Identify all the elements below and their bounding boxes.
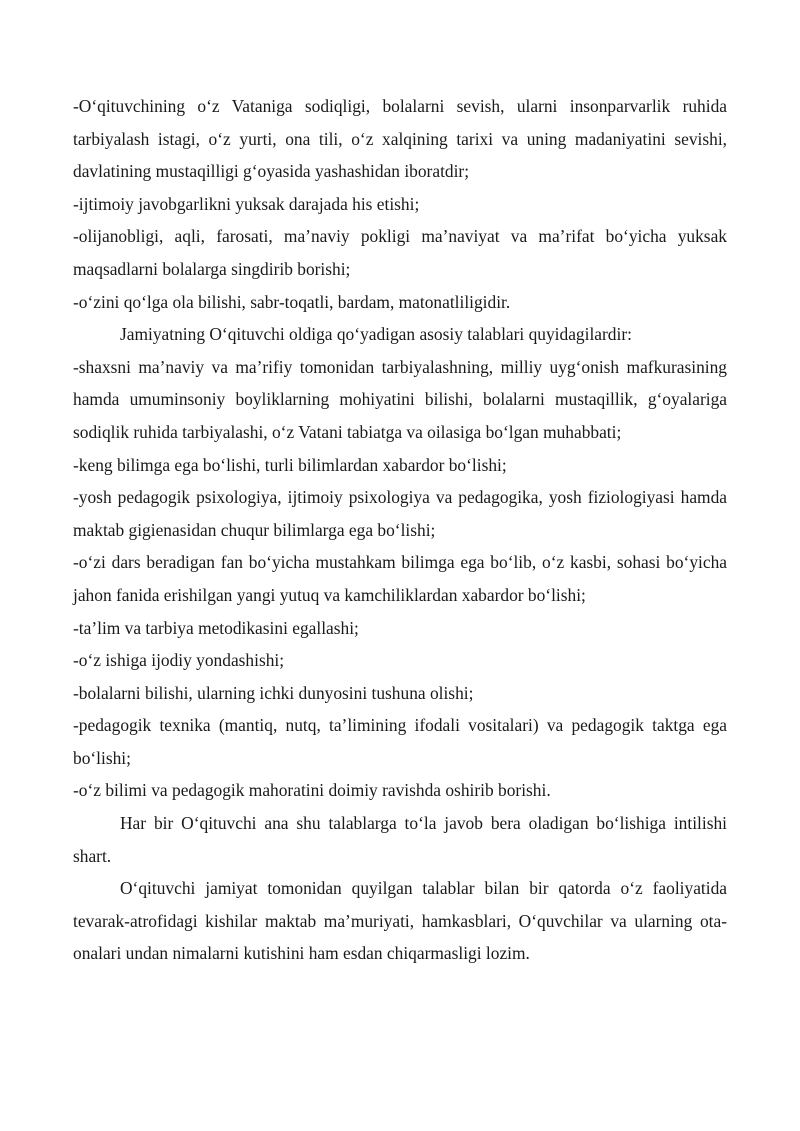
paragraph: -o‘z bilimi va pedagogik mahoratini doimiy ravishda oshirib borishi. [73, 780, 551, 801]
paragraph: -yosh pedagogik psixologiya, ijtimoiy psixologiya va pedagogika, yosh fiziologiyasi hamda maktab gigienasidan chuqur bilimlarga ega bo‘lishi; [73, 487, 727, 540]
paragraph: -olijanobligi, aqli, farosati, ma’naviy pokligi ma’naviyat va ma’rifat bo‘yicha yuksak maqsadlarni bolalarga singdirib borishi; [73, 226, 727, 279]
paragraph: -o‘zini qo‘lga ola bilishi, sabr-toqatli, bardam, matonatliligidir. [73, 291, 511, 312]
paragraph: O‘qituvchi jamiyat tomonidan quyilgan talablar bilan bir qatorda o‘z faoliyatida tevarak-atrofidagi kishilar maktab ma’muriyati, hamkasblari, O‘quvchilar va ularning ota-onalari undan nimalarni kutishini ham esdan chiqarmasligi lozim. [73, 878, 727, 964]
paragraph: Jamiyatning O‘qituvchi oldiga qo‘yadigan asosiy talablari quyidagilardir: [120, 324, 632, 345]
paragraph: -keng bilimga ega bo‘lishi, turli bilimlardan xabardor bo‘lishi; [73, 454, 507, 475]
paragraph: -ijtimoiy javobgarlikni yuksak darajada his etishi; [73, 193, 420, 214]
paragraph: -shaxsni ma’naviy va ma’rifiy tomonidan tarbiyalashning, milliy uyg‘onish mafkurasining hamda umuminsoniy boyliklarning mohiyatini bilishi, bolalarni mustaqillik, g‘oyalariga sodiqlik ruhida tarbiyalashi, o‘z Vatani tabiatga va oilasiga bo‘lgan muhabbati; [73, 356, 727, 442]
paragraph: -o‘z ishiga ijodiy yondashishi; [73, 650, 285, 671]
paragraph: -o‘zi dars beradigan fan bo‘yicha mustahkam bilimga ega bo‘lib, o‘z kasbi, sohasi bo‘yicha jahon fanida erishilgan yangi yutuq va kamchiliklardan xabardor bo‘lishi; [73, 552, 727, 605]
paragraph: -ta’lim va tarbiya metodikasini egallashi; [73, 617, 359, 638]
paragraph: -O‘qituvchining o‘z Vataniga sodiqligi, bolalarni sevish, ularni insonparvarlik ruhida tarbiyalash istagi, o‘z yurti, ona tili, o‘z xalqining tarixi va uning madaniyatini sevishi, davlatining mustaqilligi g‘oyasida yashashidan iboratdir; [73, 96, 727, 182]
paragraph: -bolalarni bilishi, ularning ichki dunyosini tushuna olishi; [73, 682, 474, 703]
paragraph: Har bir O‘qituvchi ana shu talablarga to‘la javob bera oladigan bo‘lishiga intilishi shart. [73, 813, 727, 866]
paragraph: -pedagogik texnika (mantiq, nutq, ta’limining ifodali vositalari) va pedagogik taktga ega bo‘lishi; [73, 715, 727, 768]
document-body [73, 90, 727, 970]
